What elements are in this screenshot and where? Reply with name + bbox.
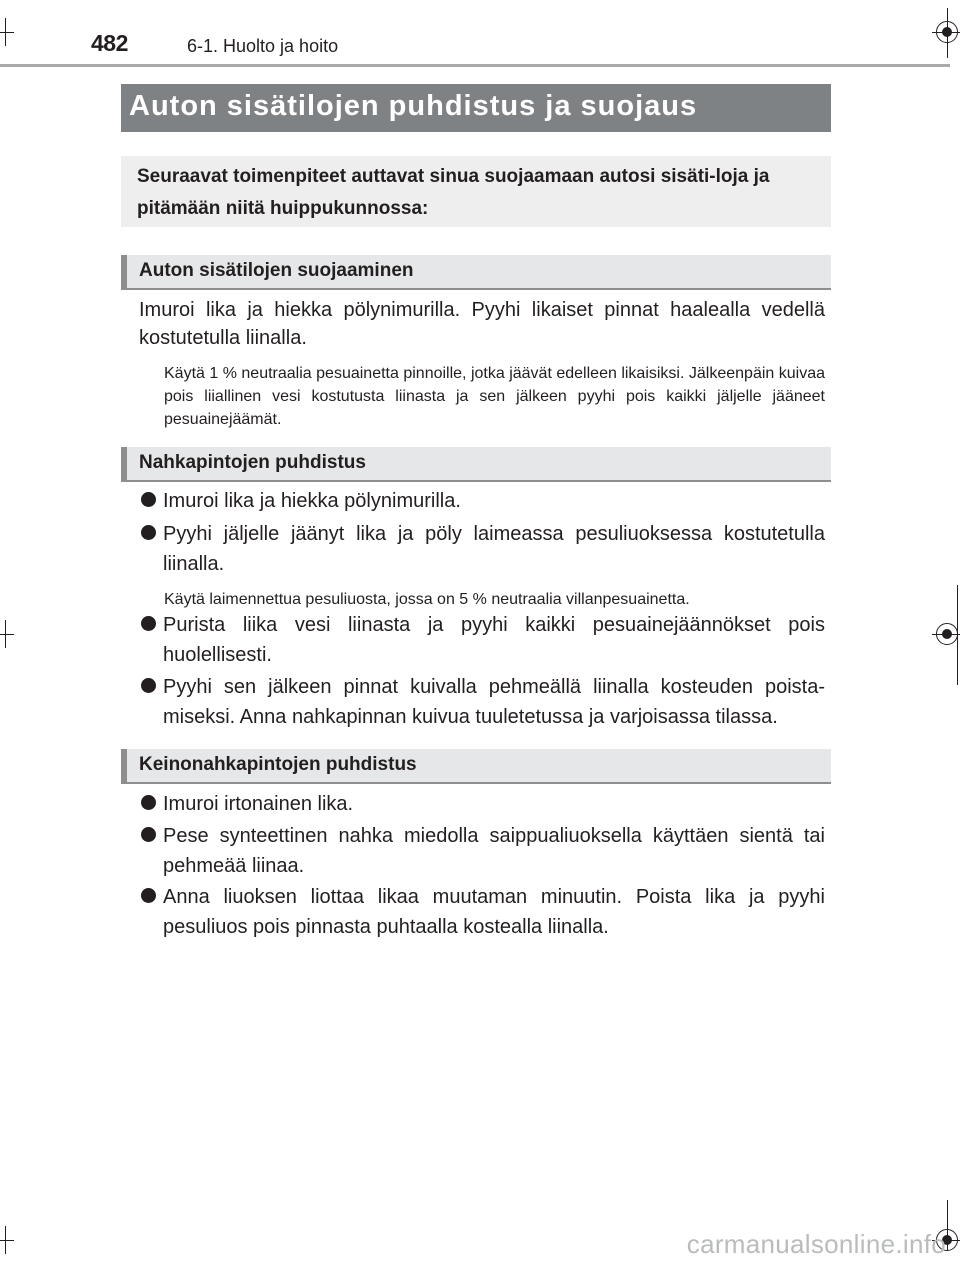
list-item: [139, 821, 825, 881]
watermark: carmanualsonline.info: [686, 1229, 946, 1259]
list-item-text: Imuroi irtonainen lika.: [163, 793, 354, 815]
list-item-text: Imuroi lika ja hiekka pölynimurilla.: [163, 490, 461, 512]
intro-text: Seuraavat toimenpiteet auttavat sinua suojaamaan autosi sisäti-loja ja pitämään niitä huippukunnossa:: [137, 166, 770, 219]
section-note: Käytä laimennettua pesuliuosta, jossa on 5 % neutraalia villanpesuainetta.: [164, 591, 690, 608]
bullet-icon: [141, 888, 156, 903]
section-note: Käytä 1 % neutraalia pesuainetta pinnoille, jotka jäävät edelleen likaisiksi. Jälkeenpäin kuivaa pois liiallinen vesi kostutusta liinasta ja sen jälkeen pyyhi pois kaikki jäljelle jääneet pesuainejäämät.: [164, 365, 825, 428]
bullet-icon: [141, 616, 156, 631]
list-item-text: Pyyhi jäljelle jäänyt lika ja pöly laimeassa pesuliuoksessa kostutetulla liinalla.: [163, 523, 825, 575]
intro-box: [121, 156, 831, 227]
page-title-bar: [121, 84, 831, 132]
list-item: [139, 882, 825, 942]
page-number: 482: [91, 30, 128, 56]
section-heading-label: Auton sisätilojen suojaaminen: [139, 260, 414, 281]
list-item: [139, 486, 825, 516]
list-item-text: Anna liuoksen liottaa likaa muutaman minuutin. Poista lika ja pyyhi pesuliuos pois pinnasta puhtaalla kostealla liinalla.: [163, 886, 825, 938]
list-item-text: Pese synteettinen nahka miedolla saippualiuoksella käyttäen sientä tai pehmeää liinaa.: [163, 825, 825, 877]
list-item: [139, 610, 825, 670]
section-heading-interior-protection: [121, 255, 831, 290]
section-heading-label: Nahkapintojen puhdistus: [139, 452, 366, 473]
page-title: Auton sisätilojen puhdistus ja suojaus: [129, 90, 698, 122]
list-item-text: Purista liika vesi liinasta ja pyyhi kaikki pesuainejäännökset pois huolellisesti.: [163, 614, 825, 666]
section-paragraph: Imuroi lika ja hiekka pölynimurilla. Pyyhi likaiset pinnat haalealla vedellä kostutetulla liinalla.: [139, 299, 825, 349]
section-heading-leather-cleaning: [121, 447, 831, 482]
header-rule: [0, 64, 950, 67]
bullet-icon: [141, 678, 156, 693]
bullet-icon: [141, 795, 156, 810]
list-item: [139, 672, 825, 732]
bullet-icon: [141, 827, 156, 842]
bullet-icon: [141, 525, 156, 540]
list-item: [139, 789, 825, 819]
section-heading-synthetic-leather-cleaning: [121, 749, 831, 784]
bullet-icon: [141, 492, 156, 507]
list-item: [139, 519, 825, 579]
section-heading-label: Keinonahkapintojen puhdistus: [139, 754, 417, 775]
section-reference: 6-1. Huolto ja hoito: [187, 36, 339, 56]
list-item-text: Pyyhi sen jälkeen pinnat kuivalla pehmeällä liinalla kosteuden poista-miseksi. Anna nahkapinnan kuivua tuuletetussa ja varjoisassa tilassa.: [163, 676, 825, 728]
